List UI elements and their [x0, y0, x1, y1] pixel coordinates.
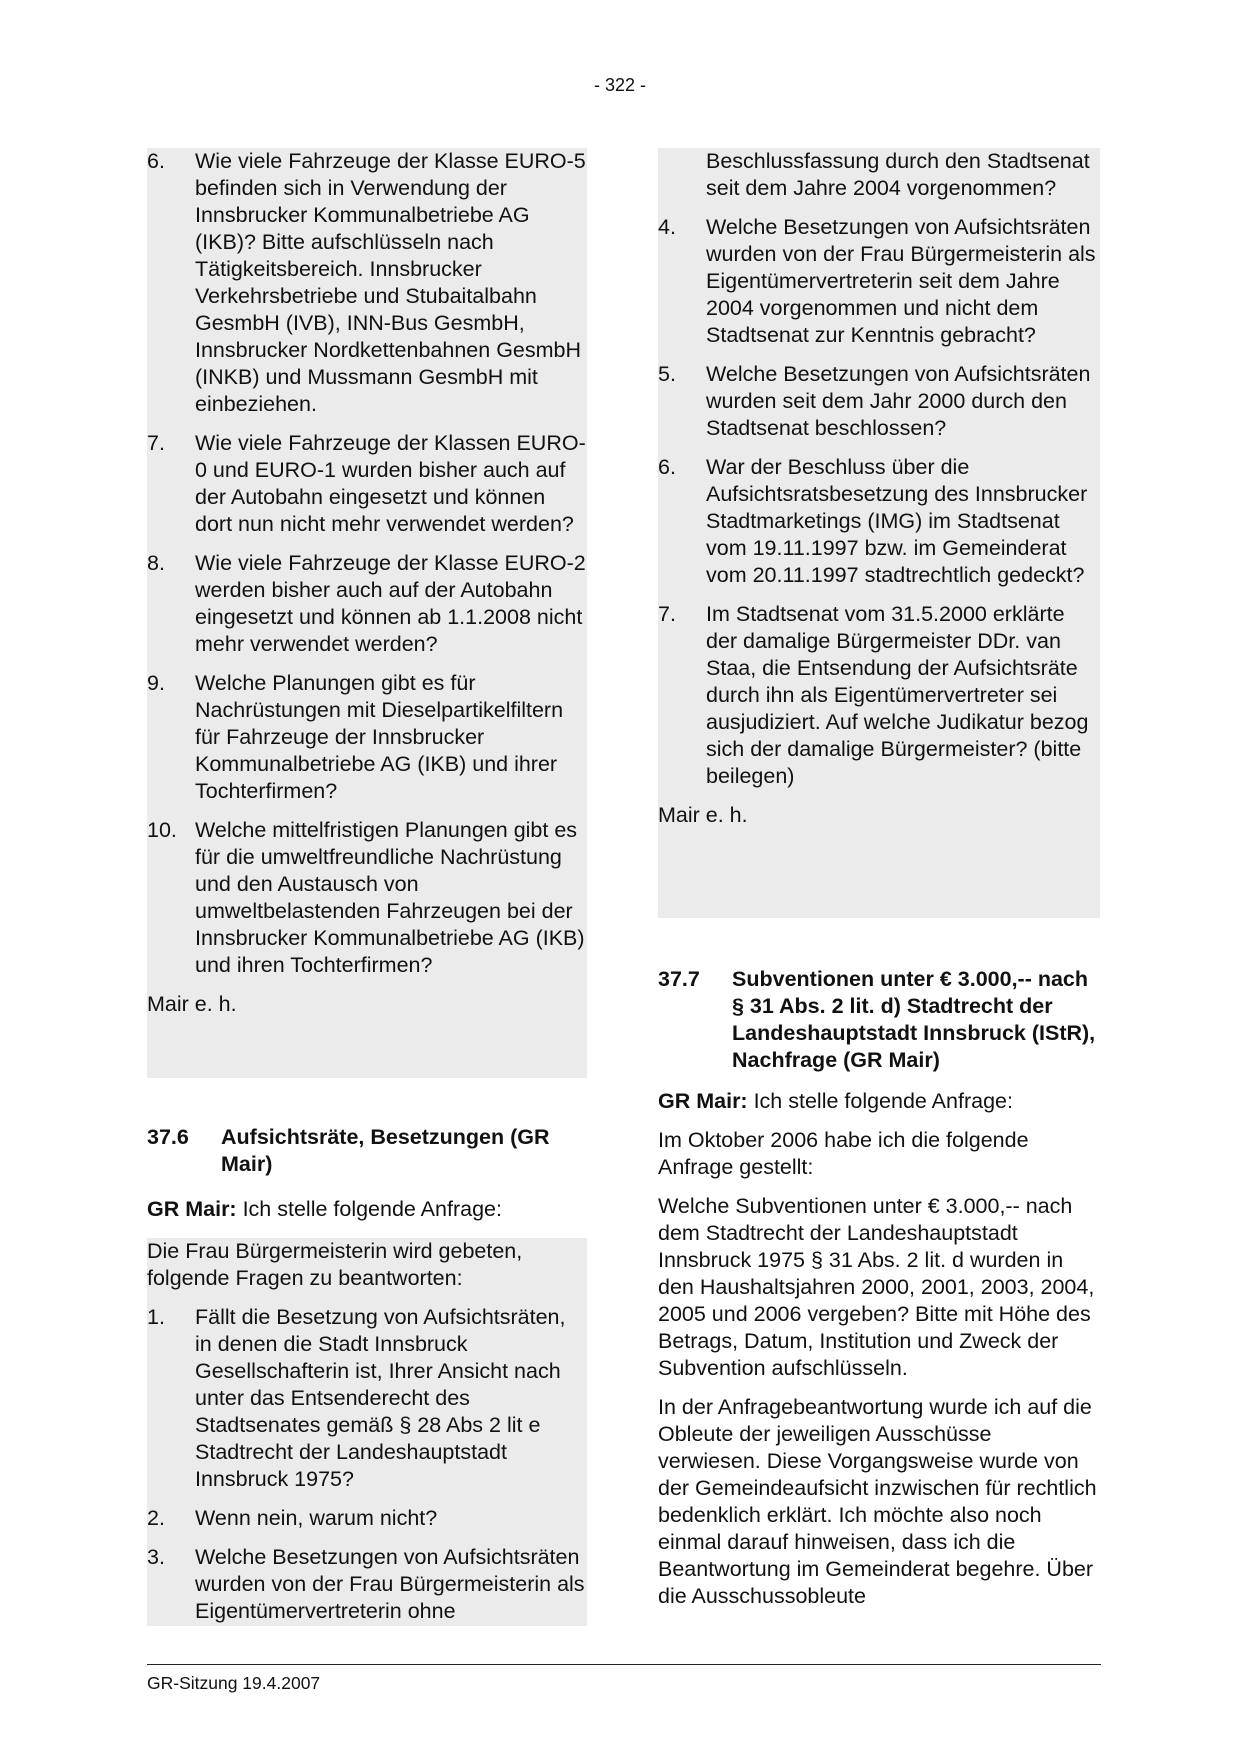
request-block-37-6: [147, 1238, 587, 1626]
list-item: [147, 148, 587, 418]
signature: Mair e. h.: [658, 803, 748, 827]
item-text: Beschlussfassung durch den Stadtsenat seit dem Jahre 2004 vorgenommen?: [706, 149, 1090, 200]
item-number: 3.: [147, 1545, 165, 1569]
section-heading-37-7: [658, 966, 1100, 1074]
list-item: [658, 601, 1100, 790]
section-37-7-body: [658, 1088, 1100, 1622]
right-question-block: [658, 148, 1100, 918]
footer-divider: [147, 1664, 1101, 1665]
section-title: Subventionen unter € 3.000,-- nach § 31 Abs. 2 lit. d) Stadtrecht der Landeshauptstadt Innsbruck (IStR), Nachfrage (GR Mair): [732, 967, 1096, 1072]
paragraph: Welche Subventionen unter € 3.000,-- nach dem Stadtrecht der Landeshauptstadt Innsbruck 1975 § 31 Abs. 2 lit. d wurden in den Haushaltsjahren 2000, 2001, 2003, 2004, 2005 und 2006 vergeben? Bitte mit Höhe des Betrags, Datum, Institution und Zweck der Subvention aufschlüsseln.: [658, 1194, 1095, 1380]
item-text: Welche Planungen gibt es für Nachrüstungen mit Dieselpartikelfiltern für Fahrzeuge der Innsbrucker Kommunalbetriebe AG (IKB) und ihrer Tochterfirmen?: [195, 671, 564, 803]
item-text: Wenn nein, warum nicht?: [195, 1506, 438, 1530]
speaker-line: [147, 1196, 587, 1223]
item-text: Welche Besetzungen von Aufsichtsräten wurden von der Frau Bürgermeisterin als Eigentümervertreterin ohne: [195, 1545, 585, 1623]
item-number: 1.: [147, 1305, 165, 1329]
speaker-intro: Ich stelle folgende Anfrage:: [753, 1089, 1013, 1113]
item-number: 2.: [147, 1506, 165, 1530]
list-item: [147, 550, 587, 658]
list-item: [147, 1304, 587, 1493]
left-question-block: [147, 148, 587, 1078]
list-item: [147, 817, 587, 979]
paragraph: Im Oktober 2006 habe ich die folgende Anfrage gestellt:: [658, 1128, 1029, 1179]
page-number: - 322 -: [593, 75, 647, 95]
item-number: 10.: [147, 818, 177, 842]
section-heading-37-6: [147, 1124, 587, 1178]
speaker-name: GR Mair:: [658, 1089, 748, 1113]
request-text: Die Frau Bürgermeisterin wird gebeten, folgende Fragen zu beantworten:: [147, 1239, 523, 1290]
item-number: 9.: [147, 671, 165, 695]
item-text: Im Stadtsenat vom 31.5.2000 erklärte der damalige Bürgermeister DDr. van Staa, die Entsendung der Aufsichtsräte durch ihn als Eigentümervertreter sei ausjudiziert. Auf welche Judikatur bezog sich der damalige Bürgermeister? (bitte beilegen): [706, 602, 1089, 788]
list-item: [147, 430, 587, 538]
list-item: [147, 670, 587, 805]
paragraph: In der Anfragebeantwortung wurde ich auf die Obleute der jeweiligen Ausschüsse verwiesen. Diese Vorgangsweise wurde von der Gemeindeaufsicht inzwischen für rechtlich bedenklich erklärt. Ich möchte also noch einmal darauf hinweisen, dass ich die Beantwortung im Gemeinderat begehre. Über die Ausschussobleute: [658, 1395, 1097, 1608]
speaker-intro: Ich stelle folgende Anfrage:: [242, 1197, 502, 1221]
item-text: War der Beschluss über die Aufsichtsratsbesetzung des Innsbrucker Stadtmarketings (IMG) im Stadtsenat vom 19.11.1997 bzw. im Gemeinderat vom 20.11.1997 stadtrechtlich gedeckt?: [706, 455, 1088, 587]
item-text: Wie viele Fahrzeuge der Klasse EURO-5 befinden sich in Verwendung der Innsbrucker Kommunalbetriebe AG (IKB)? Bitte aufschlüsseln nach Tätigkeitsbereich. Innsbrucker Verkehrsbetriebe und Stubaitalbahn GesmbH (IVB), INN-Bus GesmbH, Innsbrucker Nordkettenbahnen GesmbH (INKB) und Mussmann GesmbH mit einbeziehen.: [195, 149, 586, 416]
list-item: [658, 454, 1100, 589]
signature: Mair e. h.: [147, 992, 237, 1016]
speaker-line: [658, 1088, 1100, 1115]
speaker-name: GR Mair:: [147, 1197, 237, 1221]
list-item: [147, 1544, 587, 1625]
section-number: 37.7: [658, 967, 700, 991]
item-text: Wie viele Fahrzeuge der Klasse EURO-2 werden bisher auch auf der Autobahn eingesetzt und können ab 1.1.2008 nicht mehr verwendet werden?: [195, 551, 586, 656]
item-number: 4.: [658, 215, 676, 239]
item-number: 6.: [147, 149, 165, 173]
item-number: 8.: [147, 551, 165, 575]
item-text: Welche mittelfristigen Planungen gibt es für die umweltfreundliche Nachrüstung und den Austausch von umweltbelastenden Fahrzeugen bei der Innsbrucker Kommunalbetriebe AG (IKB) und ihren Tochterfirmen?: [195, 818, 585, 977]
section-number: 37.6: [147, 1125, 189, 1149]
item-number: 5.: [658, 362, 676, 386]
item-number: 6.: [658, 455, 676, 479]
list-item: [147, 1505, 587, 1532]
item-number: 7.: [147, 431, 165, 455]
item-text: Welche Besetzungen von Aufsichtsräten wurden seit dem Jahr 2000 durch den Stadtsenat beschlossen?: [706, 362, 1091, 440]
list-item: [658, 214, 1100, 349]
item-text: Wie viele Fahrzeuge der Klassen EURO-0 und EURO-1 wurden bisher auch auf der Autobahn eingesetzt und können dort nun nicht mehr verwendet werden?: [195, 431, 586, 536]
list-item: [658, 361, 1100, 442]
section-title: Aufsichtsräte, Besetzungen (GR Mair): [221, 1125, 550, 1176]
footer-text: GR-Sitzung 19.4.2007: [147, 1673, 321, 1693]
list-item-continuation: [658, 148, 1100, 202]
item-text: Welche Besetzungen von Aufsichtsräten wurden von der Frau Bürgermeisterin als Eigentümervertreterin seit dem Jahre 2004 vorgenommen und nicht dem Stadtsenat zur Kenntnis gebracht?: [706, 215, 1096, 347]
item-number: 7.: [658, 602, 676, 626]
item-text: Fällt die Besetzung von Aufsichtsräten, in denen die Stadt Innsbruck Gesellschafterin ist, Ihrer Ansicht nach unter das Entsenderecht des Stadtsenates gemäß § 28 Abs 2 lit e Stadtrecht der Landeshauptstadt Innsbruck 1975?: [195, 1305, 566, 1491]
